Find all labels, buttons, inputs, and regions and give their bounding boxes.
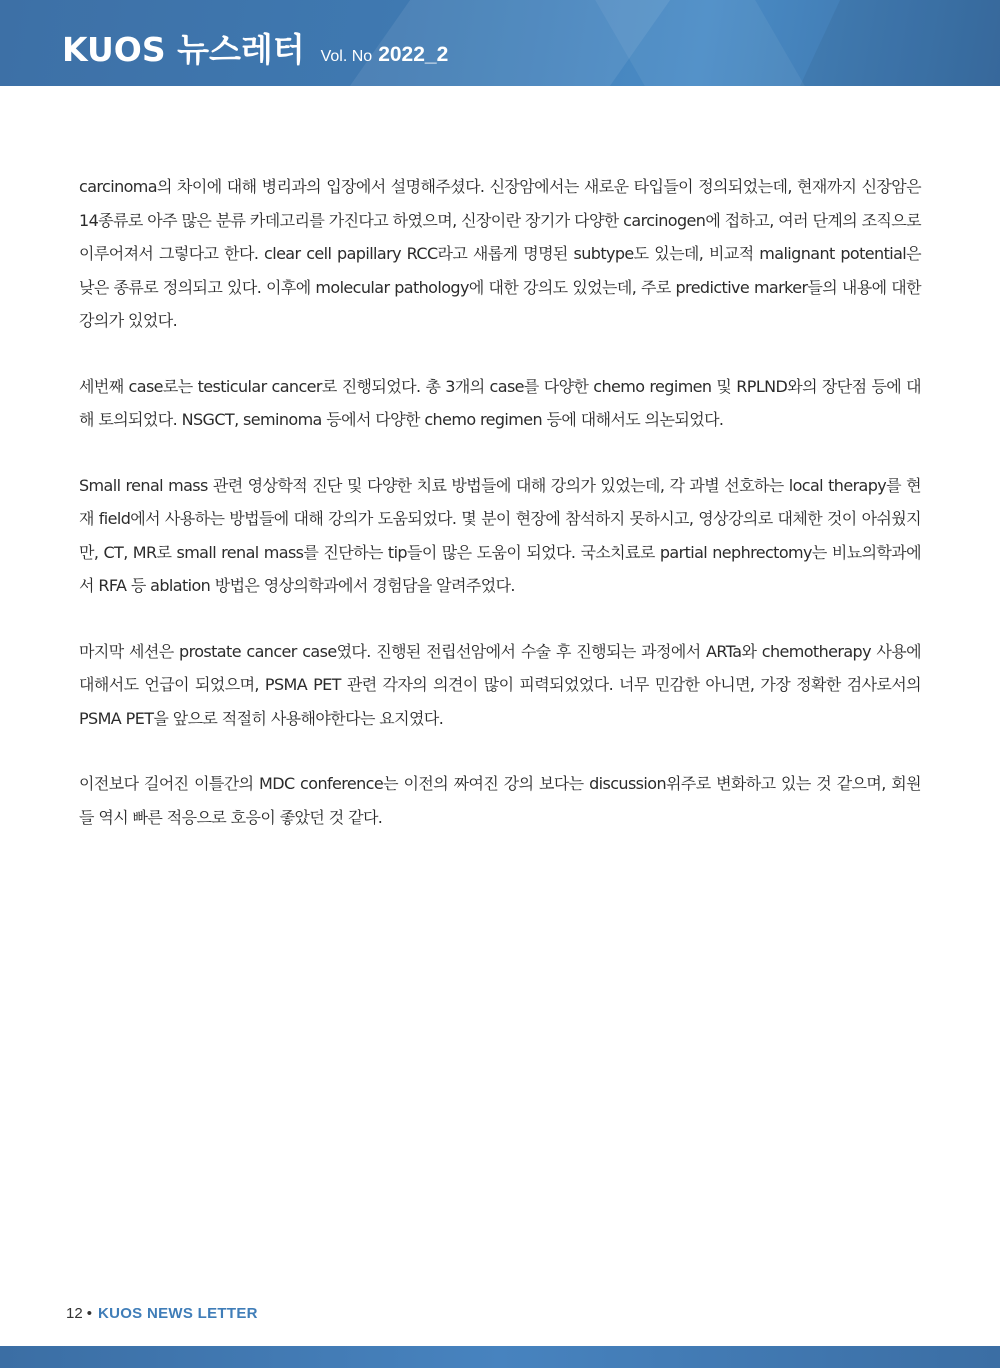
newsletter-masthead <box>62 24 448 71</box>
volume-number: 2022_2 <box>378 43 449 66</box>
article-paragraph: Small renal mass 관련 영상학적 진단 및 다양한 치료 방법들에 대해 강의가 있었는데, 각 과별 선호하는 local therapy를 현재 field에서 사용하는 방법들에 대해 강의가 도움되었다. 몇 분이 현장에 참석하지 못하시고, 영상강의로 대체한 것이 아쉬웠지만, CT, MR로 small renal mass를 진단하는 tip들이 많은 도움이 되었다. 국소치료로 partial nephrectomy는 비뇨의학과에서 RFA 등 ablation 방법은 영상의학과에서 경험담을 알려주었다. <box>79 475 921 595</box>
article-paragraph: 마지막 세션은 prostate cancer case였다. 진행된 전립선암에서 수술 후 진행되는 과정에서 ARTa와 chemotherapy 사용에 대해서도 언급이 되었으며, PSMA PET 관련 각자의 의견이 많이 피력되었었다. 너무 민감한 아니면, 가장 정확한 검사로서의 PSMA PET을 앞으로 적절히 사용해야한다는 요지였다. <box>79 641 921 728</box>
page-footer <box>66 1305 258 1322</box>
volume-label: Vol. No <box>320 48 373 65</box>
header-decoration <box>800 0 1000 86</box>
header-decoration <box>595 0 805 86</box>
header-banner <box>0 0 1000 86</box>
article-body <box>79 170 921 866</box>
article-paragraph: 이전보다 길어진 이틀간의 MDC conference는 이전의 짜여진 강의 보다는 discussion위주로 변화하고 있는 것 같으며, 회원들 역시 빠른 적응으로 호응이 좋았던 것 같다. <box>79 774 921 827</box>
article-paragraph: 세번째 case로는 testicular cancer로 진행되었다. 총 3개의 case를 다양한 chemo regimen 및 RPLND와의 장단점 등에 대해 토의되었다. NSGCT, seminoma 등에서 다양한 chemo regimen 등에 대해서도 의논되었다. <box>79 376 921 429</box>
article-paragraph: carcinoma의 차이에 대해 병리과의 입장에서 설명해주셨다. 신장암에서는 새로운 타입들이 정의되었는데, 현재까지 신장암은 14종류로 아주 많은 분류 카데고리를 가진다고 하였으며, 신장이란 장기가 다양한 carcinogen에 접하고, 여러 단계의 조직으로 이루어져서 그렇다고 한다. clear cell papillary RCC라고 새롭게 명명된 subtype도 있는데, 비교적 malignant potential은 낮은 종류로 정의되고 있다. 이후에 molecular pathology에 대한 강의도 있었는데, 주로 predictive marker들의 내용에 대한 강의가 있었다. <box>79 177 921 330</box>
newsletter-title: KUOS 뉴스레터 <box>62 30 305 69</box>
footer-bar <box>0 1346 1000 1368</box>
footer-bullet: • <box>86 1305 92 1322</box>
footer-brand: KUOS NEWS LETTER <box>97 1305 258 1322</box>
page-number: 12 <box>66 1305 83 1322</box>
